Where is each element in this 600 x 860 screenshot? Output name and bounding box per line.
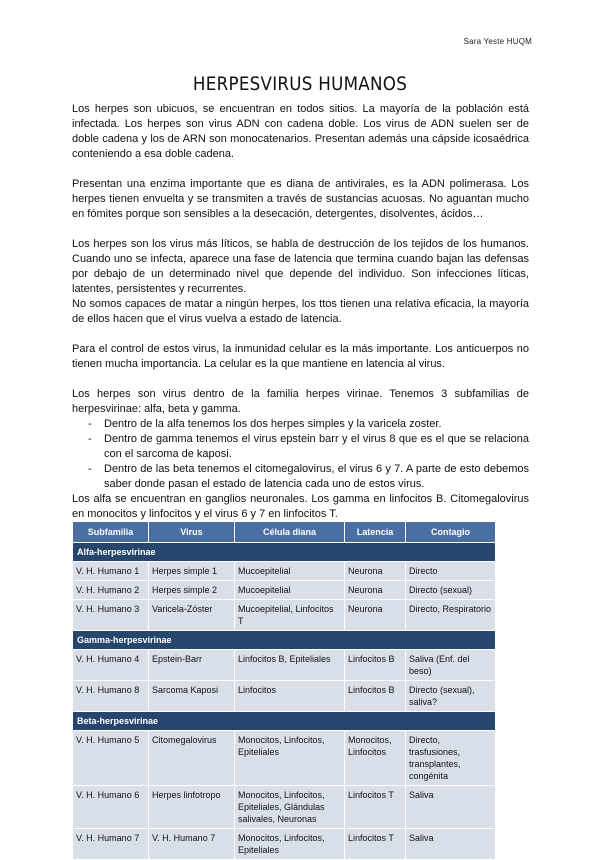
table-cell: Mucoepitelial (235, 581, 345, 600)
table-cell: Directo, Respiratorio (406, 600, 496, 631)
column-header: Latencia (345, 522, 406, 543)
group-row-alfa (73, 543, 496, 562)
table-cell: Neurona (345, 562, 406, 581)
table-row (73, 600, 496, 631)
table-row (73, 581, 496, 600)
table-cell: Sarcoma Kaposi (149, 681, 235, 712)
table-cell: Directo (sexual), saliva? (406, 681, 496, 712)
list-item: - Dentro de gamma tenemos el virus epstein barr y el virus 8 que es el que se relaciona con el sarcoma de kaposi. (104, 432, 529, 462)
table-cell: Mucoepitelial (235, 562, 345, 581)
table-cell: Linfocitos B (345, 681, 406, 712)
table-cell: Linfocitos B, Epiteliales (235, 650, 345, 681)
group-label: Alfa-herpesvirinae (73, 543, 496, 562)
table-cell: V. H. Humano 8 (73, 681, 149, 712)
table-row (73, 562, 496, 581)
group-label: Beta-herpesvirinae (73, 712, 496, 731)
table-cell: Monocitos, Linfocitos (345, 731, 406, 786)
table-cell: Directo (sexual) (406, 581, 496, 600)
table-cell: Saliva (406, 829, 496, 860)
table-cell: V. H. Humano 2 (73, 581, 149, 600)
paragraph-lytic: Los herpes son los virus más líticos, se habla de destrucción de los tejidos de los humanos. Cuando uno se infecta, aparece una fase de latencia que termina cuando bajan las defensas por debajo de un determinado nivel que depende del individuo. Son infecciones líticas, latentes, persistentes y recurrentes. (72, 238, 529, 295)
table-cell: Varicela-Zóster (149, 600, 235, 631)
group-label: Gamma-herpesvirinae (73, 631, 496, 650)
paragraph-treatment: No somos capaces de matar a ningún herpes, los ttos tienen una relativa eficacia, la mayoría de ellos hacen que el virus vuelva a estado de latencia. (72, 298, 529, 325)
column-header: Virus (149, 522, 235, 543)
table-cell: Herpes linfotropo (149, 786, 235, 829)
table-cell: Linfocitos T (345, 786, 406, 829)
table-cell: V. H. Humano 7 (149, 829, 235, 860)
document-title: HERPESVIRUS HUMANOS (192, 73, 408, 95)
author-header: Sara Yeste HUQM (463, 37, 532, 46)
table-cell: Linfocitos T (345, 829, 406, 860)
table-cell: Saliva (406, 786, 496, 829)
column-header: Célula diana (235, 522, 345, 543)
table-cell: Mucoepitelial, Linfocitos T (235, 600, 345, 631)
table-cell: V. H. Humano 6 (73, 786, 149, 829)
table-row (73, 829, 496, 860)
table-cell: V. H. Humano 1 (73, 562, 149, 581)
table-cell: V. H. Humano 4 (73, 650, 149, 681)
table-cell: Linfocitos (235, 681, 345, 712)
table-row (73, 650, 496, 681)
table-header-row (73, 522, 496, 543)
list-item: - Dentro de las beta tenemos el citomegalovirus, el virus 6 y 7. A parte de esto debemos saber donde pasan el estado de latencia cada uno de estos virus. (104, 462, 529, 492)
table-cell: Citomegalovirus (149, 731, 235, 786)
table-cell: V. H. Humano 5 (73, 731, 149, 786)
table-cell: Linfocitos B (345, 650, 406, 681)
subfamily-list (72, 417, 529, 492)
column-header: Subfamilia (73, 522, 149, 543)
table-cell: V. H. Humano 3 (73, 600, 149, 631)
table-cell: Monocitos, Linfocitos, Epiteliales (235, 731, 345, 786)
table-cell: V. H. Humano 7 (73, 829, 149, 860)
table-cell: Neurona (345, 581, 406, 600)
column-header: Contagio (406, 522, 496, 543)
list-item: - Dentro de la alfa tenemos los dos herpes simples y la varicela zoster. (104, 417, 529, 432)
table-cell: Monocitos, Linfocitos, Epiteliales (235, 829, 345, 860)
table-cell: Herpes simple 2 (149, 581, 235, 600)
table-row (73, 786, 496, 829)
paragraph-immunity: Para el control de estos virus, la inmunidad celular es la más importante. Los anticuerpos no tienen mucha importancia. La celular es la que mantiene en latencia al virus. (72, 343, 529, 370)
paragraph-intro: Los herpes son ubicuos, se encuentran en todos sitios. La mayoría de la población está infectada. Los herpes son virus ADN con cadena doble. Los virus de ADN suelen ser de doble cadena y los de ARN son monocatenarios. Presentan además una cápside icosaédrica conteniendo a esa doble cadena. (72, 103, 529, 160)
table-cell: Saliva (Enf. del beso) (406, 650, 496, 681)
paragraph-latency: Los alfa se encuentran en ganglios neuronales. Los gamma en linfocitos B. Citomegalovirus en monocitos y linfocitos y el virus 6 y 7 en linfocitos T. (72, 493, 529, 520)
paragraph-family: Los herpes son virus dentro de la familia herpes virinae. Tenemos 3 subfamilias de herpesvirinae: alfa, beta y gamma. (72, 388, 529, 415)
table-row (73, 731, 496, 786)
table-cell: Directo, trasfusiones, transplantes, congénita (406, 731, 496, 786)
paragraph-enzyme: Presentan una enzima importante que es diana de antivirales, es la ADN polimerasa. Los herpes tienen envuelta y se transmiten a través de sustancias acuosas. No aguantan mucho en fómites porque son sensibles a la desecación, detergentes, disolventes, ácidos… (72, 178, 529, 220)
table-row (73, 681, 496, 712)
document-body (72, 102, 529, 522)
group-row-gamma (73, 631, 496, 650)
table-cell: Monocitos, Linfocitos, Epiteliales, Glándulas salivales, Neuronas (235, 786, 345, 829)
table-cell: Herpes simple 1 (149, 562, 235, 581)
group-row-beta (73, 712, 496, 731)
herpesvirus-table (72, 521, 496, 860)
table-cell: Directo (406, 562, 496, 581)
table-cell: Epstein-Barr (149, 650, 235, 681)
table-cell: Neurona (345, 600, 406, 631)
